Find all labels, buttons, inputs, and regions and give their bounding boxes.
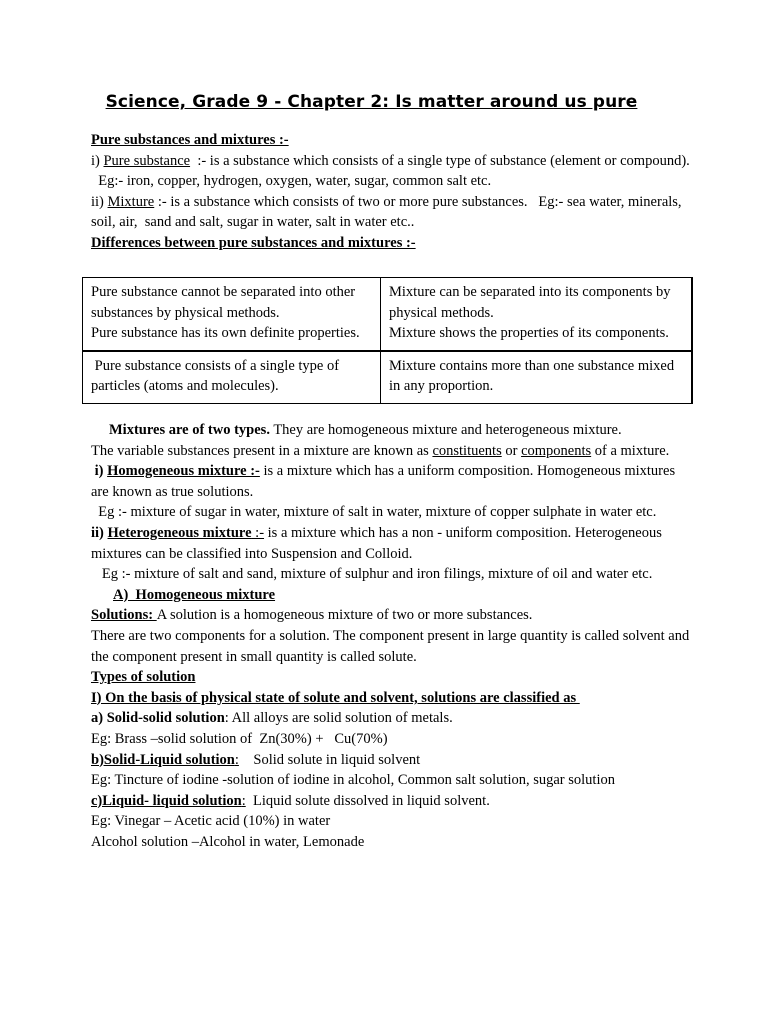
definition-text: is a mixture which has a uniform composition. Homogeneous mixtures are known as true solutions. xyxy=(91,463,676,500)
heading-text: Pure substances and mixtures :- xyxy=(91,132,289,148)
term-solutions: Solutions: xyxy=(91,607,157,624)
definition-text: is a mixture which has a non - uniform composition. Heterogeneous mixtures can be classified into Suspension and Colloid. xyxy=(91,524,662,562)
list-number: i) xyxy=(91,152,104,169)
mixture-paragraph xyxy=(91,192,691,233)
definition-text: Solid solute in liquid solvent xyxy=(238,751,421,768)
table-cell-mixture xyxy=(381,351,693,404)
heterogeneous-paragraph xyxy=(91,523,691,564)
bold-lead: Mixtures are of two types. xyxy=(109,422,270,438)
cell-text: Pure substance consists of a single type of particles (atoms and molecules). xyxy=(91,357,343,395)
table-cell-mixture xyxy=(381,278,693,351)
solutions-paragraph xyxy=(91,605,691,626)
definition-text: :- is a substance which consists of two or more pure substances. Eg:- sea water, minerals, soil, air, sand and salt, sugar in water, salt in water etc.. xyxy=(91,193,686,231)
solid-solid-example: Eg: Brass –solid solution of Zn(30%) + Cu(70%) xyxy=(91,730,388,747)
subheading-homogeneous xyxy=(91,585,691,606)
term-pure-substance: Pure substance xyxy=(103,152,191,169)
cell-text: Pure substance cannot be separated into other substances by physical methods. xyxy=(91,284,356,321)
basis-heading xyxy=(91,688,691,709)
term-homogeneous: Homogeneous mixture :- xyxy=(107,463,260,480)
cell-text: Pure substance has its own definite properties. xyxy=(91,325,360,342)
differences-table xyxy=(82,277,693,404)
definition-text: A solution is a homogeneous mixture of two or more substances. xyxy=(156,607,533,624)
solid-solid-paragraph xyxy=(91,708,691,729)
paragraph-text: or xyxy=(501,442,522,459)
alcohol-example: Alcohol solution –Alcohol in water, Lemonade xyxy=(91,833,365,850)
liquid-liquid-paragraph xyxy=(91,791,691,812)
definition-text: :- is a substance which consists of a single type of substance (element or compound). xyxy=(190,152,690,169)
mixture-types-paragraph xyxy=(91,420,691,441)
definition-text: : All alloys are solid solution of metals. xyxy=(224,710,453,727)
homogeneous-example: Eg :- mixture of sugar in water, mixture of salt in water, mixture of copper sulphate in water etc. xyxy=(91,504,657,521)
term-components: components xyxy=(521,442,592,459)
definition-text: Liquid solute dissolved in liquid solvent. xyxy=(245,792,490,809)
term-constituents: constituents xyxy=(432,442,502,459)
differences-heading xyxy=(91,233,691,254)
list-number: ii) xyxy=(91,193,108,210)
term-solid-solid: a) Solid-solid solution xyxy=(91,710,225,727)
section-heading xyxy=(91,130,691,151)
table-row xyxy=(83,351,693,404)
solid-liquid-example: Eg: Tincture of iodine -solution of iodine in alcohol, Common salt solution, sugar solution xyxy=(91,772,615,789)
cell-text: Mixture can be separated into its components by physical methods. xyxy=(389,284,671,321)
types-heading xyxy=(91,667,691,688)
page-title: Science, Grade 9 - Chapter 2: Is matter around us pure xyxy=(105,92,638,112)
list-number: ii) xyxy=(91,524,108,541)
term-mixture: Mixture xyxy=(107,193,155,210)
paragraph-text: of a mixture. xyxy=(591,442,670,459)
term-colon: : xyxy=(234,751,239,768)
table-cell-pure xyxy=(83,351,381,404)
term-separator: :- xyxy=(251,524,265,541)
solvent-solute-paragraph: There are two components for a solution. The component present in large quantity is called solvent and the component present in small quantity is called solute. xyxy=(91,627,690,665)
paragraph-text: They are homogeneous mixture and heterogeneous mixture. xyxy=(269,422,622,438)
cell-text: Mixture contains more than one substance mixed in any proportion. xyxy=(389,357,675,395)
pure-substance-example: Eg:- iron, copper, hydrogen, oxygen, water, sugar, common salt etc. xyxy=(91,173,492,190)
cell-text: Mixture shows the properties of its components. xyxy=(389,325,669,342)
heading-text: Differences between pure substances and mixtures :- xyxy=(91,234,416,251)
heterogeneous-example: Eg :- mixture of salt and sand, mixture of sulphur and iron filings, mixture of oil and water etc. xyxy=(91,566,653,583)
term-heterogeneous: Heterogeneous mixture xyxy=(107,524,252,541)
table-cell-pure xyxy=(83,278,381,351)
term-solid-liquid: b)Solid-Liquid solution xyxy=(91,751,235,768)
homogeneous-paragraph xyxy=(91,461,691,502)
heading-text: I) On the basis of physical state of solute and solvent, solutions are classified as xyxy=(91,689,580,706)
term-liquid-liquid: c)Liquid- liquid solution xyxy=(91,792,242,809)
mixtures-section xyxy=(91,420,691,852)
paragraph-text: The variable substances present in a mixture are known as xyxy=(91,442,433,459)
solid-liquid-paragraph xyxy=(91,750,691,771)
term-colon: : xyxy=(241,792,246,809)
liquid-liquid-example: Eg: Vinegar – Acetic acid (10%) in water xyxy=(91,813,331,830)
table-row xyxy=(83,278,693,351)
constituents-paragraph xyxy=(91,441,691,462)
heading-text: Types of solution xyxy=(91,669,196,686)
pure-substance-paragraph xyxy=(91,151,691,172)
intro-section xyxy=(91,130,691,254)
list-number: i) xyxy=(91,463,108,480)
subheading-text: A) Homogeneous mixture xyxy=(113,586,276,603)
